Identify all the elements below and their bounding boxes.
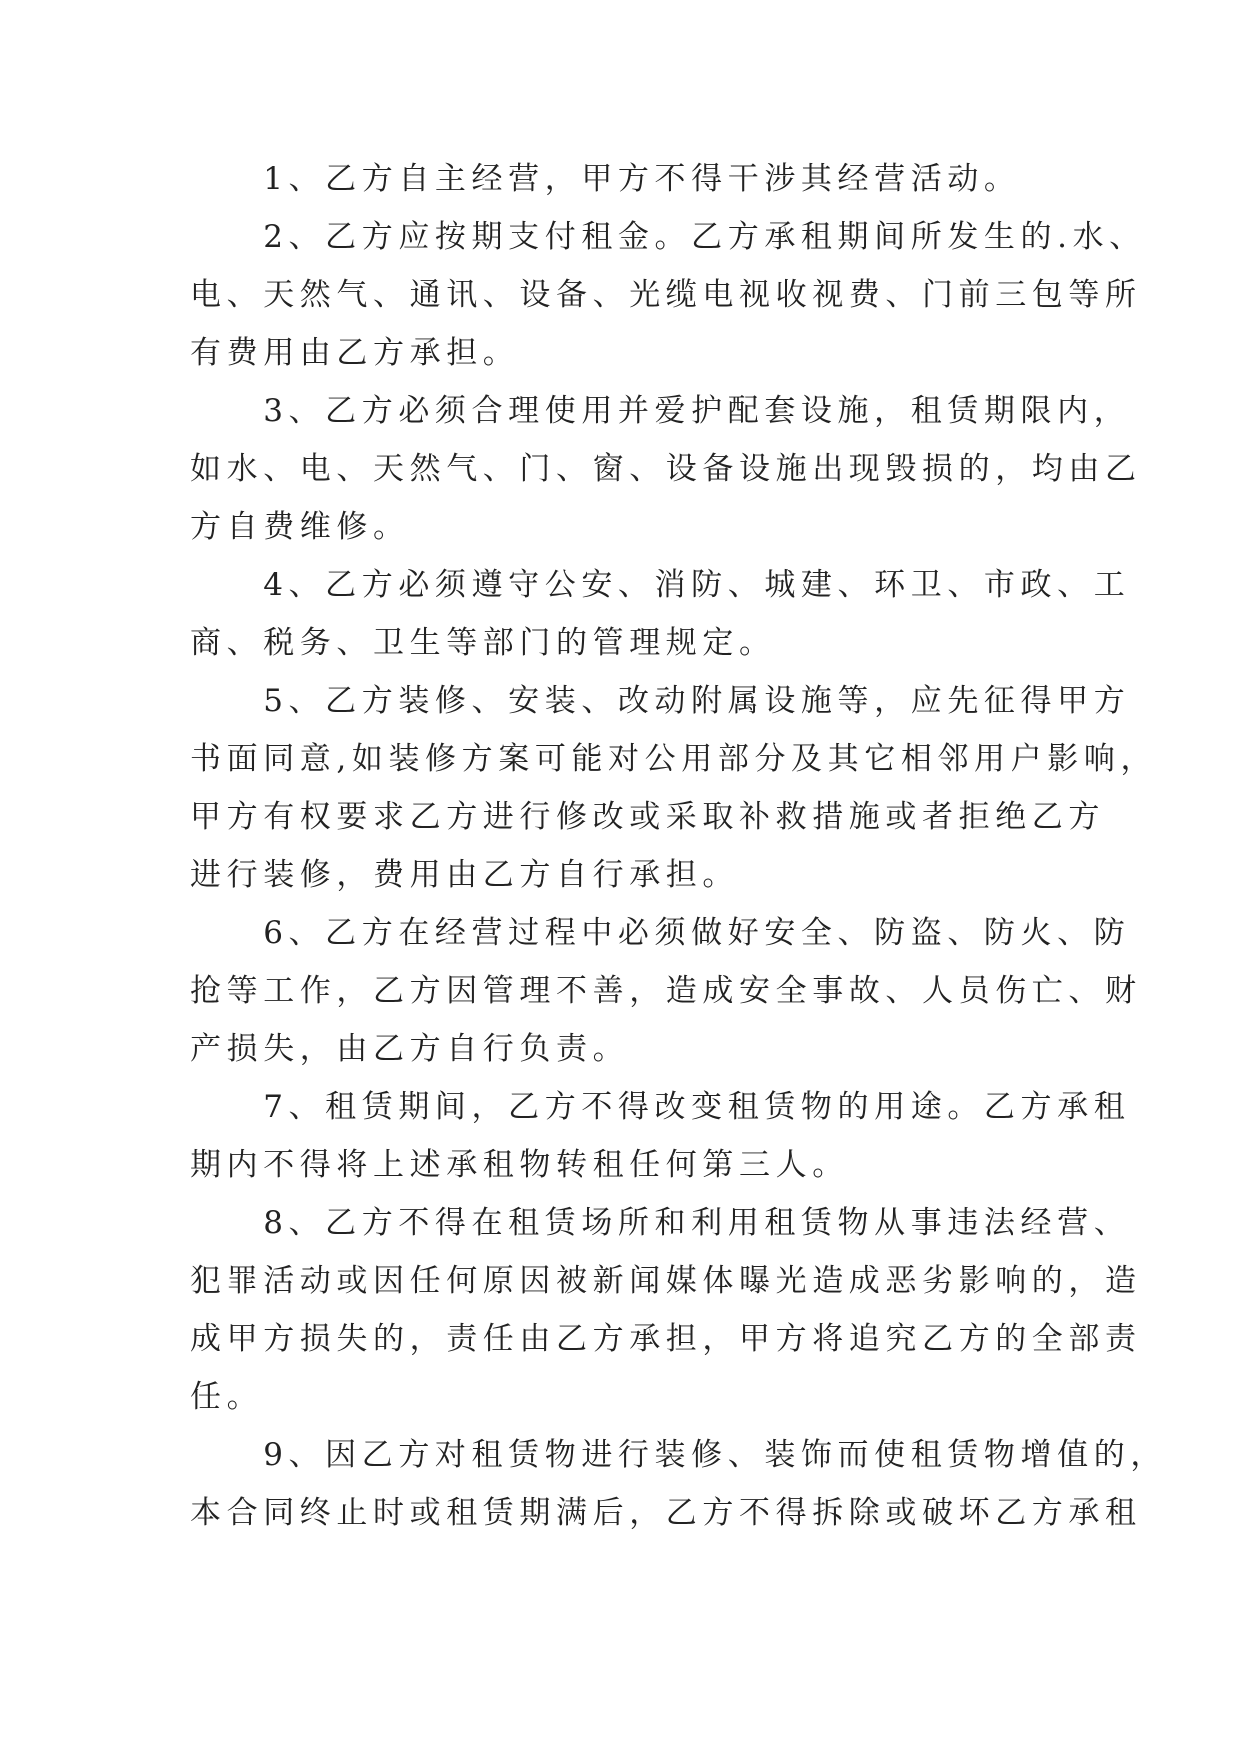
text-line: 商、税务、卫生等部门的管理规定。 bbox=[190, 625, 776, 661]
text-line: 甲方有权要求乙方进行修改或采取补救措施或者拒绝乙方 bbox=[190, 799, 1105, 835]
text-line: 成甲方损失的，责任由乙方承担，甲方将追究乙方的全部责 bbox=[190, 1321, 1142, 1357]
text-line: 2、乙方应按期支付租金。乙方承租期间所发生的.水、 bbox=[190, 219, 1146, 255]
document-body bbox=[190, 150, 1167, 1542]
text-line: 进行装修，费用由乙方自行承担。 bbox=[190, 857, 739, 893]
text-line: 6、乙方在经营过程中必须做好安全、防盗、防火、防 bbox=[190, 915, 1131, 951]
text-line: 书面同意,如装修方案可能对公用部分及其它相邻用户影响， bbox=[190, 741, 1158, 777]
text-line: 有费用由乙方承担。 bbox=[190, 335, 520, 371]
text-line: 如水、电、天然气、门、窗、设备设施出现毁损的，均由乙 bbox=[190, 451, 1142, 487]
text-line: 1、乙方自主经营，甲方不得干涉其经营活动。 bbox=[190, 161, 1021, 197]
text-line: 犯罪活动或因任何原因被新闻媒体曝光造成恶劣影响的，造 bbox=[190, 1263, 1142, 1299]
text-line: 9、因乙方对租赁物进行装修、装饰而使租赁物增值的， bbox=[190, 1437, 1167, 1473]
text-line: 电、天然气、通讯、设备、光缆电视收视费、门前三包等所 bbox=[190, 277, 1142, 313]
text-line: 任。 bbox=[190, 1379, 264, 1415]
text-line: 抢等工作，乙方因管理不善，造成安全事故、人员伤亡、财 bbox=[190, 973, 1142, 1009]
text-line: 8、乙方不得在租赁场所和利用租赁物从事违法经营、 bbox=[190, 1205, 1131, 1241]
text-line: 3、乙方必须合理使用并爱护配套设施，租赁期限内， bbox=[190, 393, 1131, 429]
text-line: 5、乙方装修、安装、改动附属设施等，应先征得甲方 bbox=[190, 683, 1131, 719]
text-line: 产损失，由乙方自行负责。 bbox=[190, 1031, 630, 1067]
text-line: 期内不得将上述承租物转租任何第三人。 bbox=[190, 1147, 849, 1183]
text-line: 方自费维修。 bbox=[190, 509, 410, 545]
text-line: 7、租赁期间，乙方不得改变租赁物的用途。乙方承租 bbox=[190, 1089, 1131, 1125]
text-line: 4、乙方必须遵守公安、消防、城建、环卫、市政、工 bbox=[190, 567, 1131, 603]
text-line: 本合同终止时或租赁期满后，乙方不得拆除或破坏乙方承租 bbox=[190, 1495, 1142, 1531]
